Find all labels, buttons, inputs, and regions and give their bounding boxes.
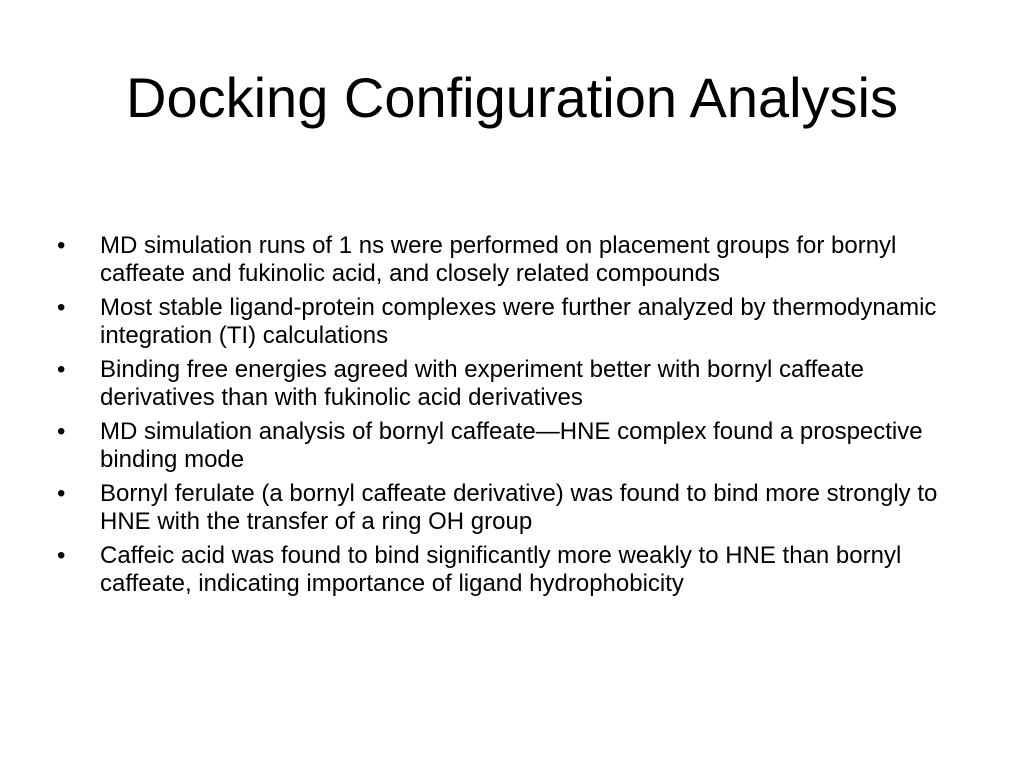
bullet-icon: •	[57, 294, 66, 321]
bullet-text: Binding free energies agreed with experiment better with bornyl caffeate derivatives than with fukinolic acid derivatives	[100, 356, 865, 411]
bullet-text: Bornyl ferulate (a bornyl caffeate derivative) was found to bind more strongly to HNE with the transfer of a ring OH group	[100, 480, 938, 535]
bullet-icon: •	[57, 542, 66, 569]
bullet-text: MD simulation runs of 1 ns were performed on placement groups for bornyl caffeate and fukinolic acid, and closely related compounds	[100, 232, 897, 287]
bullet-item	[57, 418, 977, 474]
bullet-list	[57, 232, 977, 604]
bullet-item	[57, 542, 977, 598]
bullet-item	[57, 232, 977, 288]
bullet-item	[57, 294, 977, 350]
bullet-text: Caffeic acid was found to bind significantly more weakly to HNE than bornyl caffeate, indicating importance of ligand hydrophobicity	[100, 542, 902, 597]
bullet-icon: •	[57, 232, 66, 259]
slide-title: Docking Configuration Analysis	[126, 66, 898, 129]
bullet-icon: •	[57, 480, 66, 507]
bullet-icon: •	[57, 356, 66, 383]
bullet-text: Most stable ligand-protein complexes were further analyzed by thermodynamic integration (TI) calculations	[100, 294, 937, 349]
bullet-item	[57, 480, 977, 536]
bullet-icon: •	[57, 418, 66, 445]
bullet-text: MD simulation analysis of bornyl caffeate—HNE complex found a prospective binding mode	[100, 418, 923, 473]
bullet-item	[57, 356, 977, 412]
